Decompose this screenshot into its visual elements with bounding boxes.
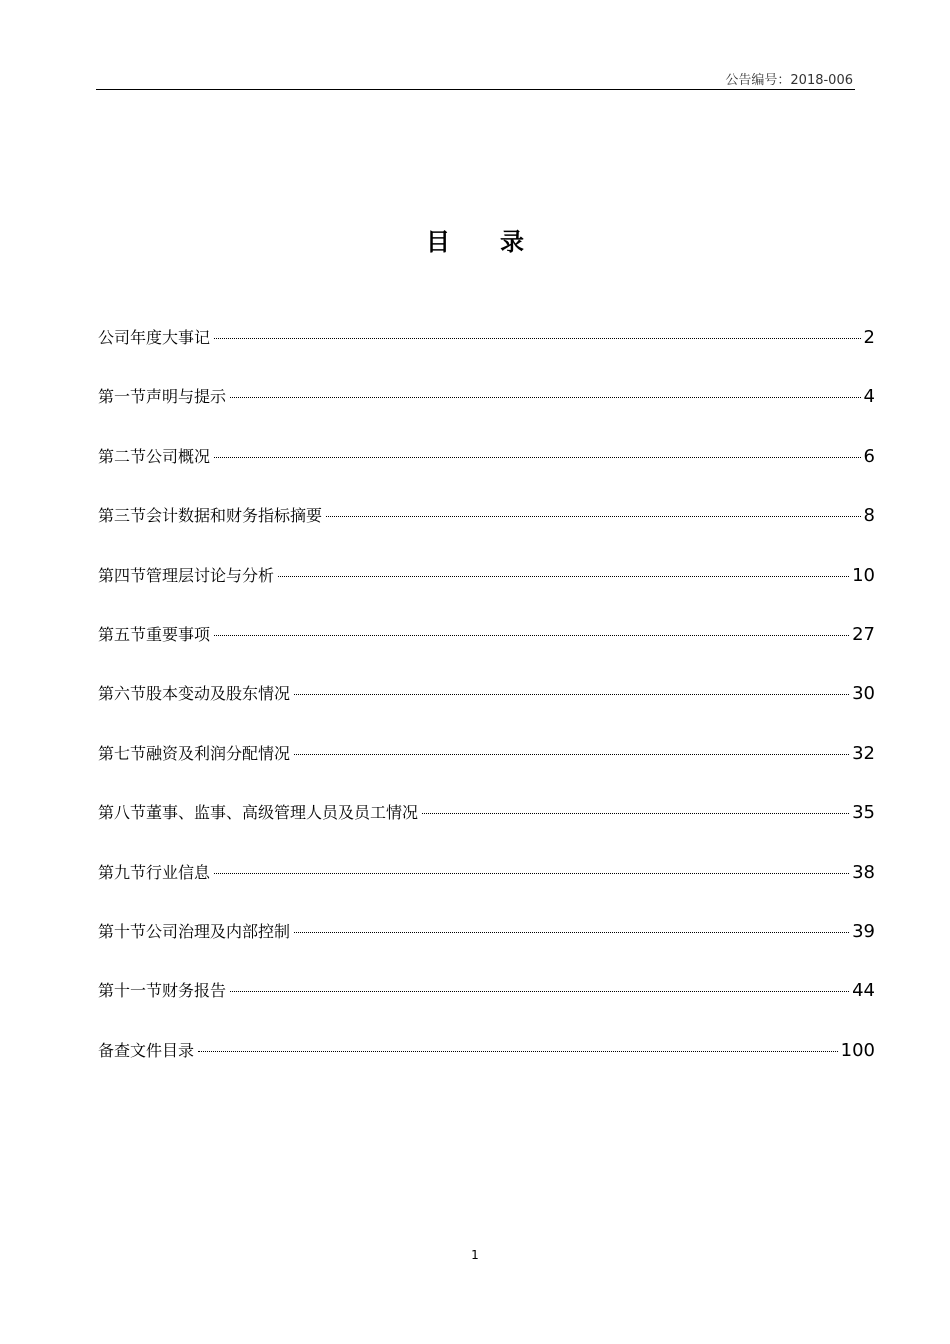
toc-entry-page: 6 bbox=[863, 445, 875, 467]
toc-dot-leader bbox=[198, 1051, 838, 1052]
toc-dot-leader bbox=[214, 457, 861, 458]
toc-dot-leader bbox=[294, 754, 849, 755]
toc-entry-label: 第十节公司治理及内部控制 bbox=[98, 921, 291, 941]
toc-entry-page: 32 bbox=[852, 742, 875, 764]
toc-dot-leader bbox=[214, 635, 849, 636]
toc-entry[interactable] bbox=[98, 561, 875, 620]
toc-entry-label: 第七节融资及利润分配情况 bbox=[98, 743, 291, 763]
toc-entry[interactable] bbox=[98, 382, 875, 441]
toc-entry-label: 第一节声明与提示 bbox=[98, 387, 227, 407]
toc-entry-label: 第十一节财务报告 bbox=[98, 981, 227, 1001]
announcement-number: 公告编号：2018-006 bbox=[725, 73, 853, 88]
toc-entry-page: 10 bbox=[852, 564, 875, 586]
toc-dot-leader bbox=[214, 338, 861, 339]
toc-dot-leader bbox=[214, 873, 849, 874]
toc-entry-label: 第五节重要事项 bbox=[98, 624, 211, 644]
toc-entry[interactable] bbox=[98, 739, 875, 798]
toc-dot-leader bbox=[326, 516, 861, 517]
toc-entry-page: 4 bbox=[863, 386, 875, 408]
toc-entry[interactable] bbox=[98, 679, 875, 738]
toc-dot-leader bbox=[294, 694, 849, 695]
toc-entry[interactable] bbox=[98, 798, 875, 857]
toc-entry-page: 27 bbox=[852, 623, 875, 645]
toc-entry[interactable] bbox=[98, 620, 875, 679]
table-of-contents bbox=[98, 323, 875, 1095]
toc-entry-label: 第三节会计数据和财务指标摘要 bbox=[98, 506, 323, 526]
toc-entry-label: 第六节股本变动及股东情况 bbox=[98, 684, 291, 704]
toc-entry-page: 38 bbox=[852, 861, 875, 883]
toc-entry-label: 第二节公司概况 bbox=[98, 446, 211, 466]
toc-entry-page: 8 bbox=[863, 505, 875, 527]
toc-entry-page: 2 bbox=[863, 327, 875, 348]
toc-entry-label: 第八节董事、监事、高级管理人员及员工情况 bbox=[98, 803, 419, 823]
toc-entry[interactable] bbox=[98, 323, 875, 382]
toc-dot-leader bbox=[278, 576, 849, 577]
toc-entry-page: 39 bbox=[852, 920, 875, 942]
toc-entry-label: 备查文件目录 bbox=[98, 1040, 195, 1060]
toc-entry[interactable] bbox=[98, 976, 875, 1035]
toc-dot-leader bbox=[230, 991, 849, 992]
toc-entry[interactable] bbox=[98, 1036, 875, 1095]
page-title: 目录 bbox=[426, 228, 574, 256]
toc-entry-page: 35 bbox=[852, 802, 875, 824]
toc-entry-label: 公司年度大事记 bbox=[98, 328, 211, 347]
toc-entry-page: 30 bbox=[852, 683, 875, 705]
toc-dot-leader bbox=[230, 397, 861, 398]
page-header bbox=[96, 66, 855, 90]
toc-entry[interactable] bbox=[98, 442, 875, 501]
toc-entry-label: 第九节行业信息 bbox=[98, 862, 211, 882]
toc-dot-leader bbox=[422, 813, 849, 814]
toc-entry-page: 44 bbox=[852, 980, 875, 1002]
toc-entry-label: 第四节管理层讨论与分析 bbox=[98, 565, 275, 585]
toc-entry-page: 100 bbox=[840, 1039, 875, 1061]
toc-entry[interactable] bbox=[98, 858, 875, 917]
page-number: 1 bbox=[471, 1248, 479, 1262]
toc-entry[interactable] bbox=[98, 917, 875, 976]
toc-dot-leader bbox=[294, 932, 849, 933]
toc-entry[interactable] bbox=[98, 501, 875, 560]
